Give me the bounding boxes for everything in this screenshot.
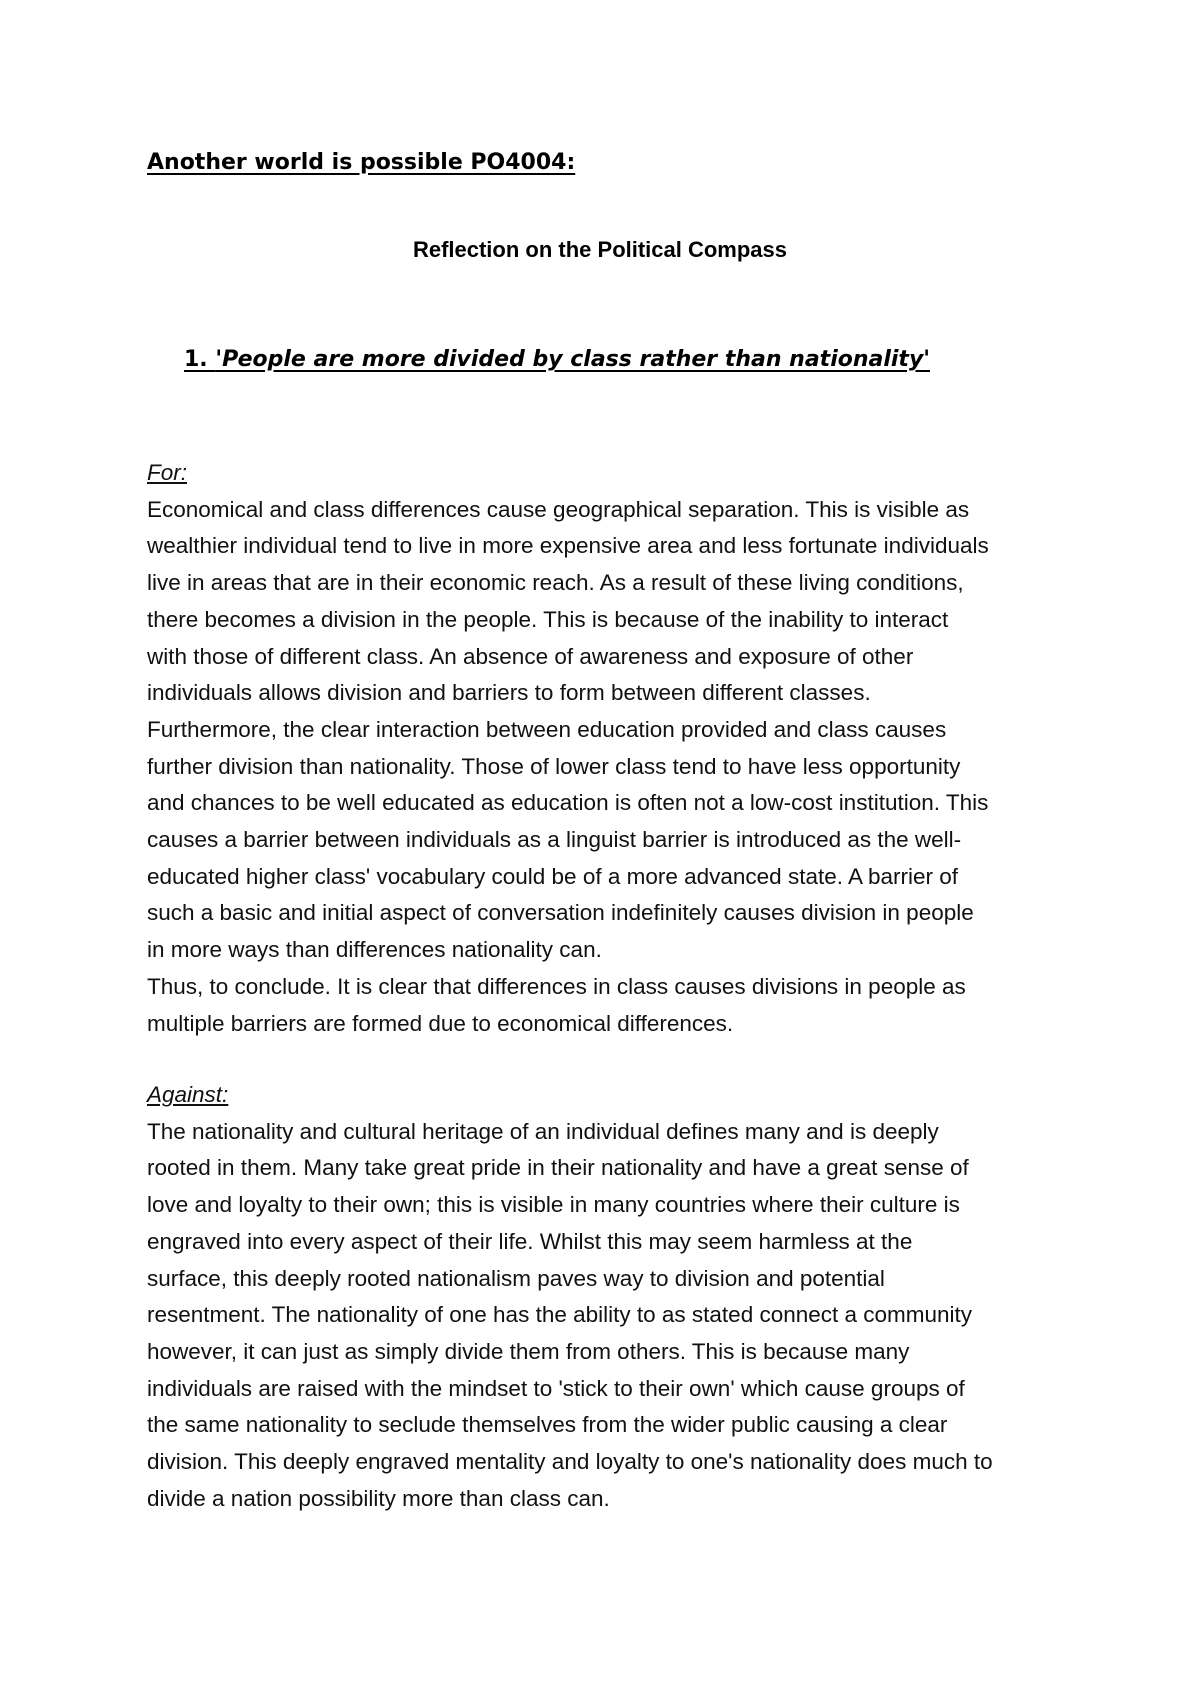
paragraph-line: Furthermore, the clear interaction between education provided and class causes: [147, 716, 947, 742]
paragraph-line: live in areas that are in their economic reach. As a result of these living conditions,: [147, 570, 964, 596]
against-label: Against:: [147, 1082, 229, 1107]
document-title: Another world is possible PO4004:: [147, 150, 576, 175]
question-heading: [184, 347, 930, 372]
paragraph-line: with those of different class. An absence of awareness and exposure of other: [147, 643, 914, 669]
paragraph-line: division. This deeply engraved mentality and loyalty to one's nationality does much to: [147, 1449, 993, 1475]
paragraph-line: such a basic and initial aspect of conversation indefinitely causes division in people: [147, 900, 974, 926]
paragraph-line: love and loyalty to their own; this is visible in many countries where their culture is: [147, 1192, 960, 1218]
paragraph-line: divide a nation possibility more than class can.: [147, 1485, 610, 1511]
paragraph-line: Thus, to conclude. It is clear that differences in class causes divisions in people as: [147, 973, 966, 999]
paragraph-line: resentment. The nationality of one has the ability to as stated connect a community: [147, 1302, 973, 1328]
paragraph-line: however, it can just as simply divide them from others. This is because many: [147, 1338, 910, 1364]
paragraph-line: further division than nationality. Those of lower class tend to have less opportunity: [147, 753, 961, 779]
against-section: [147, 1077, 1077, 1517]
paragraph-line: Economical and class differences cause geographical separation. This is visible as: [147, 496, 970, 522]
paragraph-line: individuals allows division and barriers to form between different classes.: [147, 680, 871, 706]
paragraph-line: wealthier individual tend to live in more expensive area and less fortunate individuals: [147, 533, 989, 559]
paragraph-line: surface, this deeply rooted nationalism paves way to division and potential: [147, 1265, 885, 1291]
paragraph-line: there becomes a division in the people. This is because of the inability to interact: [147, 606, 949, 632]
paragraph-line: educated higher class' vocabulary could be of a more advanced state. A barrier of: [147, 863, 959, 889]
paragraph-line: multiple barriers are formed due to economical differences.: [147, 1010, 734, 1036]
paragraph-line: rooted in them. Many take great pride in their nationality and have a great sense of: [147, 1155, 969, 1181]
paragraph-line: engraved into every aspect of their life. Whilst this may seem harmless at the: [147, 1228, 913, 1254]
for-label: For:: [147, 460, 188, 485]
paragraph-line: and chances to be well educated as education is often not a low-cost institution. This: [147, 790, 989, 816]
question-number: 1.: [184, 347, 216, 372]
paragraph-line: the same nationality to seclude themselves from the wider public causing a clear: [147, 1412, 948, 1438]
question-text: 'People are more divided by class rather than nationality': [215, 347, 931, 372]
paragraph-line: causes a barrier between individuals as a linguist barrier is introduced as the well-: [147, 827, 962, 853]
document-subtitle: Reflection on the Political Compass: [412, 237, 788, 262]
paragraph-line: The nationality and cultural heritage of an individual defines many and is deeply: [147, 1118, 939, 1144]
paragraph-line: individuals are raised with the mindset to 'stick to their own' which cause groups of: [147, 1375, 965, 1401]
paragraph-line: in more ways than differences nationality can.: [147, 937, 602, 963]
for-section: [147, 455, 1077, 1042]
